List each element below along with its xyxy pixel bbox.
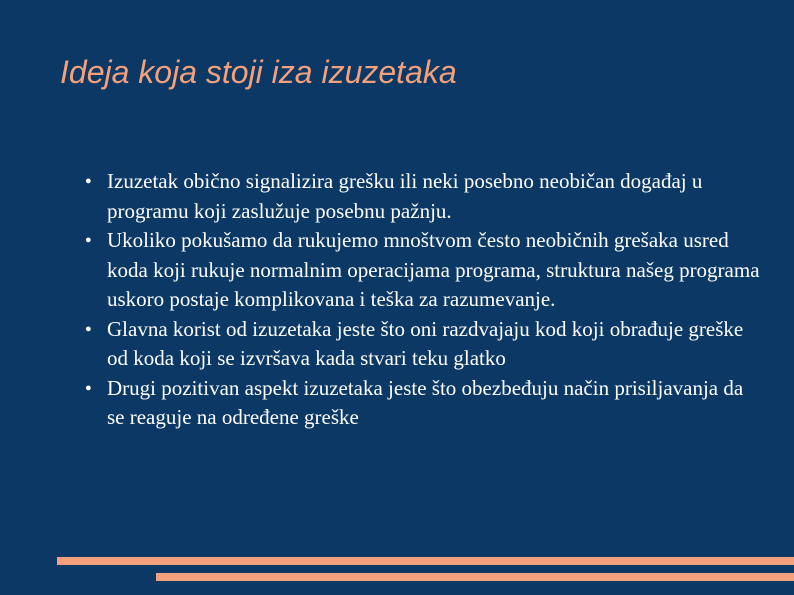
bullet-dot-icon: ● xyxy=(85,234,92,246)
bullet-text: Glavna korist od izuzetaka jeste što oni razdvajaju kod koji obrađuje greške od koda koji se izvršava kada stvari teku glatko xyxy=(107,316,744,370)
bullet-dot-icon: ● xyxy=(85,322,92,335)
bullet-text: Drugi pozitivan aspekt izuzetaka jeste što obezbeđuju način prisiljavanja da se reaguje na određene greške xyxy=(107,375,744,429)
decorative-bar-top xyxy=(57,557,794,565)
slide-title: Ideja koja stoji iza izuzetaka xyxy=(60,54,457,90)
bullet-dot-icon: ● xyxy=(85,175,92,187)
bullet-list xyxy=(85,167,765,433)
bullet-item xyxy=(85,167,765,226)
bullet-item xyxy=(85,315,765,374)
bullet-text: Ukoliko pokušamo da rukujemo mnoštvom često neobičnih grešaka usred koda koji rukuje normalnim operacijama programa, struktura našeg programa uskoro postaje komplikovana i teška za razumevanje. xyxy=(107,228,760,311)
decorative-bar-bottom xyxy=(156,573,794,581)
bullet-item xyxy=(85,226,765,315)
bullet-dot-icon: ● xyxy=(85,381,92,394)
bullet-item xyxy=(85,374,765,433)
bullet-text: Izuzetak obično signalizira grešku ili neki posebno neobičan događaj u programu koji zaslužuje posebnu pažnju. xyxy=(107,169,703,223)
